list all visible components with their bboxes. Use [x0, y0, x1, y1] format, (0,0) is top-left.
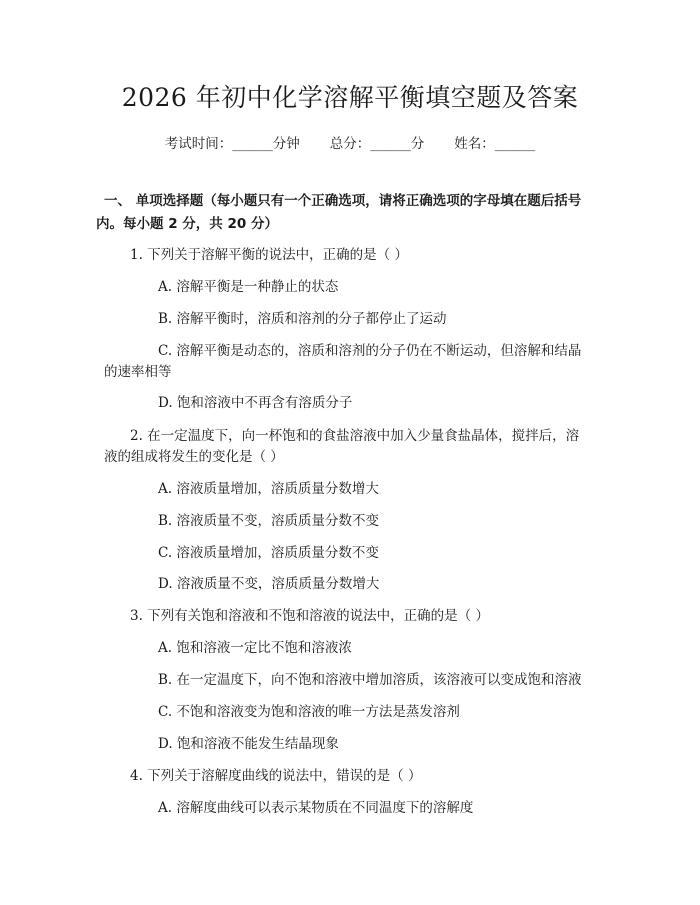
question-3-option-b: B. 在一定温度下，向不饱和溶液中增加溶质，该溶液可以变成饱和溶液	[158, 672, 582, 688]
question-1-option-d: D. 饱和溶液中不再含有溶质分子	[158, 395, 353, 411]
question-2-stem: 2. 在一定温度下，向一杯饱和的食盐溶液中加入少量食盐晶体，搅拌后，溶	[130, 428, 580, 444]
page-title: 2026 年初中化学溶解平衡填空题及答案	[121, 83, 579, 112]
question-3-option-d: D. 饱和溶液不能发生结晶现象	[158, 736, 339, 752]
question-3-stem: 3. 下列有关饱和溶液和不饱和溶液的说法中，正确的是（ ）	[130, 608, 489, 624]
question-4-stem: 4. 下列关于溶解度曲线的说法中，错误的是（ ）	[130, 768, 422, 784]
exam-time-field: 考试时间：______分钟	[164, 136, 300, 152]
question-4-option-a: A. 溶解度曲线可以表示某物质在不同温度下的溶解度	[158, 800, 474, 816]
question-1-option-b: B. 溶解平衡时，溶质和溶剂的分子都停止了运动	[158, 311, 447, 327]
section-heading-line1: 一、 单项选择题（每小题只有一个正确选项，请将正确选项的字母填在题后括号	[104, 193, 582, 209]
question-1-option-c-continued: 的速率相等	[104, 364, 172, 380]
question-2-option-c: C. 溶液质量增加，溶质质量分数不变	[158, 545, 379, 561]
question-2-stem-continued: 液的组成将发生的变化是（ ）	[104, 449, 284, 465]
question-2-option-d: D. 溶液质量不变，溶质质量分数增大	[158, 576, 380, 592]
question-2-option-a: A. 溶液质量增加，溶质质量分数增大	[158, 481, 379, 497]
question-3-option-a: A. 饱和溶液一定比不饱和溶液浓	[158, 640, 352, 656]
question-3-option-c: C. 不饱和溶液变为饱和溶液的唯一方法是蒸发溶剂	[158, 704, 460, 720]
section-heading-line2: 内。每小题 2 分，共 20 分）	[96, 216, 278, 232]
section-heading	[96, 190, 604, 236]
question-2-option-b: B. 溶液质量不变，溶质质量分数不变	[158, 513, 380, 529]
question-1-option-c: C. 溶解平衡是动态的，溶质和溶剂的分子仍在不断运动，但溶解和结晶	[158, 343, 582, 359]
total-score-field: 总分：______分	[329, 136, 425, 152]
question-1-option-a: A. 溶解平衡是一种静止的状态	[158, 279, 339, 295]
exam-meta	[0, 132, 700, 152]
question-1-stem: 1. 下列关于溶解平衡的说法中，正确的是（ ）	[130, 247, 408, 263]
student-name-field: 姓名：______	[454, 136, 536, 152]
